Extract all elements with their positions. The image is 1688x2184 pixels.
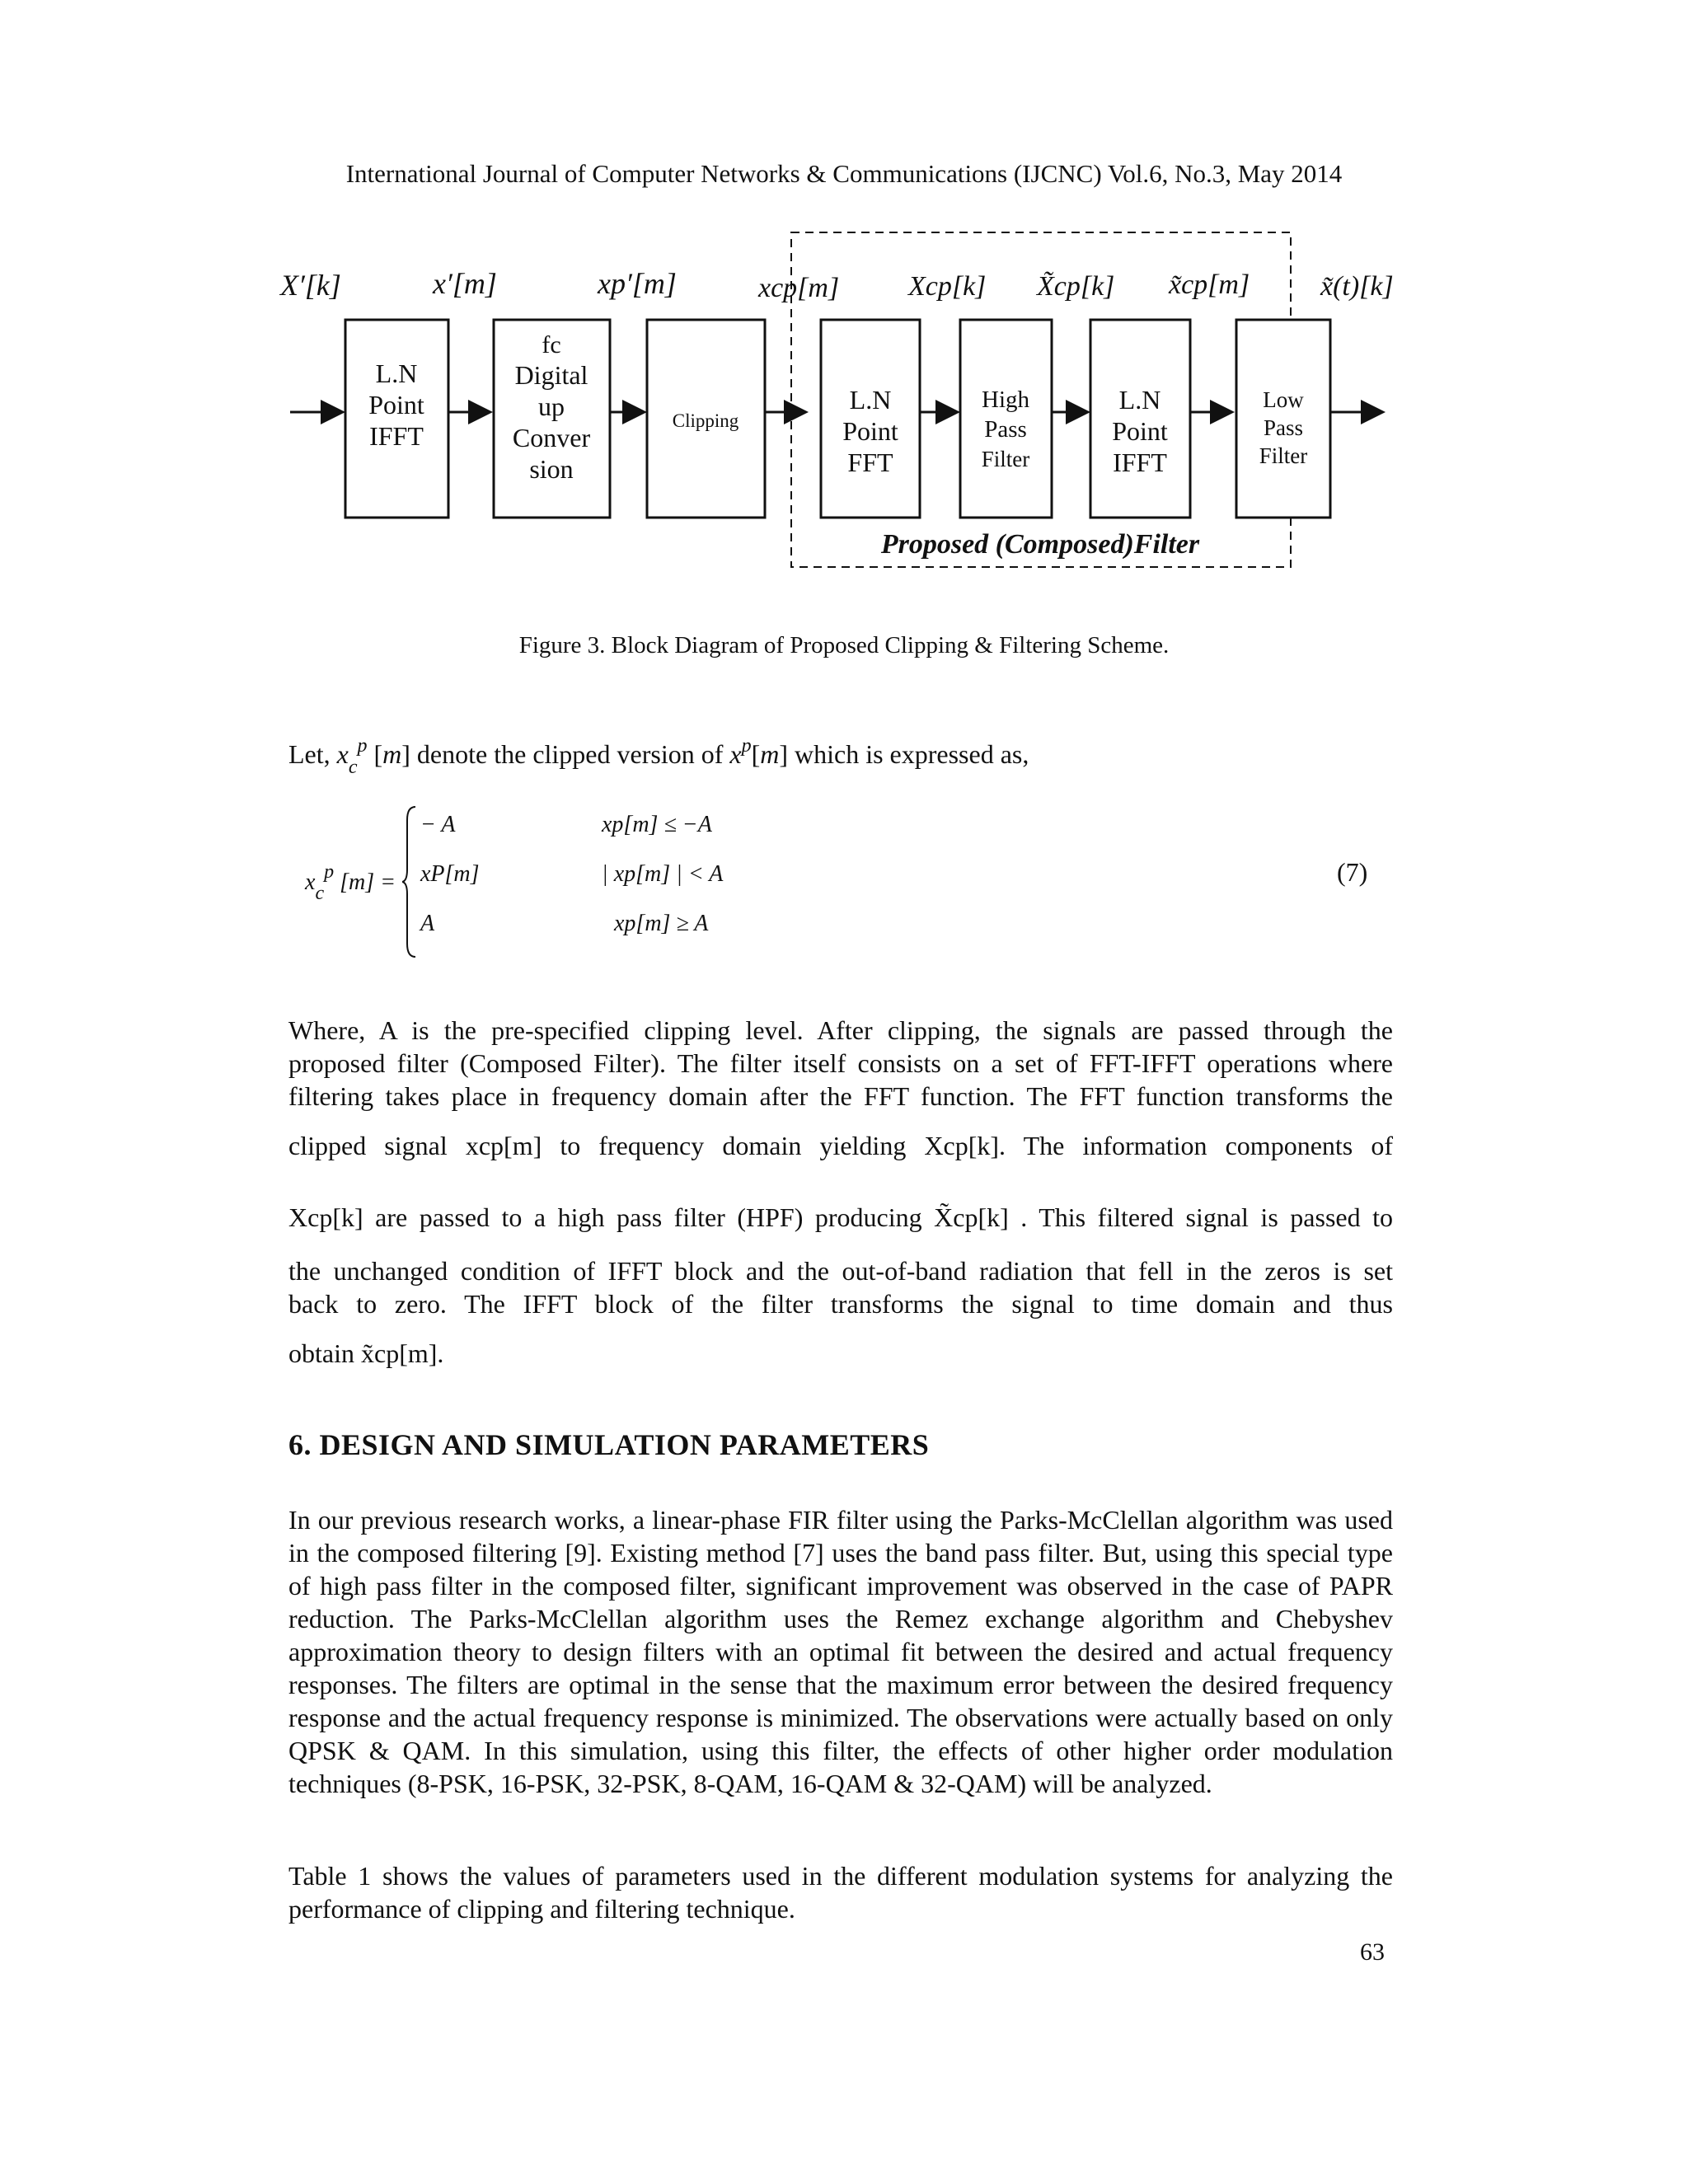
signal-label: X′[k] xyxy=(280,269,341,302)
svg-text:L.N: L.N xyxy=(849,385,892,415)
svg-text:Clipping: Clipping xyxy=(672,410,739,431)
text-line: Where, A is the pre-specified clipping level. After clipping, the signals are passed through the xyxy=(288,1015,1393,1045)
svg-text:Pass: Pass xyxy=(984,416,1027,443)
signal-label: xp′[m] xyxy=(598,267,677,300)
svg-text:L.N: L.N xyxy=(1118,385,1161,415)
proposed-filter-label: Proposed (Composed)Filter xyxy=(880,529,1200,560)
text-line: back to zero. The IFFT block of the filter transforms the signal to time domain and thus xyxy=(288,1289,1393,1319)
svg-text:Low: Low xyxy=(1263,387,1304,412)
block-diagram xyxy=(264,221,1418,583)
svg-text:Point: Point xyxy=(842,416,898,446)
intro-line: Let, $x_c^p$ [m] denote the clipped version of $x^p[m]$ which is expressed as, xyxy=(288,735,1029,778)
page-number: 63 xyxy=(1360,1938,1385,1966)
text-line: the unchanged condition of IFFT block and the out-of-band radiation that fell in the zeros is set xyxy=(288,1256,1393,1286)
paragraph: Table 1 shows the values of parameters used in the different modulation systems for analyzing the performance of clipping and filtering technique. xyxy=(288,1861,1393,1924)
svg-text:High: High xyxy=(982,387,1029,413)
svg-text:IFFT: IFFT xyxy=(369,421,424,451)
text-line: obtain x̃cp[m]. xyxy=(288,1338,444,1368)
brace xyxy=(402,804,419,960)
section-heading: 6. DESIGN AND SIMULATION PARAMETERS xyxy=(288,1428,930,1461)
svg-text:Filter: Filter xyxy=(981,447,1030,471)
journal-header: International Journal of Computer Networks & Communications (IJCNC) Vol.6, No.3, May 2014 xyxy=(345,159,1343,188)
equation-7: xcp [m] = − A xP[m] A xp[m] ≤ −A | xp[m] | < A xp[m] ≥ A xyxy=(305,804,799,960)
svg-text:FFT: FFT xyxy=(847,448,893,477)
signal-label: X̃cp[k] xyxy=(1037,271,1115,302)
svg-text:Pass: Pass xyxy=(1263,415,1304,440)
svg-text:Filter: Filter xyxy=(1259,443,1308,468)
text-line: proposed filter (Composed Filter). The filter itself consists on a set of FFT-IFFT operations where xyxy=(288,1048,1393,1078)
figure-caption: Figure 3. Block Diagram of Proposed Clipping & Filtering Scheme. xyxy=(518,632,1170,658)
svg-text:Point: Point xyxy=(368,390,424,419)
svg-text:Digital: Digital xyxy=(514,360,588,390)
svg-text:L.N: L.N xyxy=(375,359,418,388)
paragraph: In our previous research works, a linear-phase FIR filter using the Parks-McClellan algorithm was used in the composed filtering [9]. Existing method [7] uses the band pass filter. But, using this special type of high pass filter in the composed filter, significant improvement was observed in the case of PAPR reduction. The Parks-McClellan algorithm uses the Remez exchange algorithm and Chebyshev approximation theory to design filters with an optimal fit between the desired and actual frequency responses. The filters are optimal in the sense that the maximum error between the desired frequency response and the actual frequency response is minimized. The observations were actually based on only QPSK & QAM. In this simulation, using this filter, the effects of other higher order modulation techniques (8-PSK, 16-PSK, 32-PSK, 8-QAM, 16-QAM & 32-QAM) will be analyzed. xyxy=(288,1505,1393,1798)
signal-label: xcp[m] xyxy=(758,273,840,303)
svg-text:Point: Point xyxy=(1112,416,1168,446)
equation-number: (7) xyxy=(1337,857,1368,887)
svg-text:fc: fc xyxy=(542,331,561,359)
signal-label: x̃(t)[k] xyxy=(1320,271,1394,302)
text-line: Xcp[k] are passed to a high pass filter (HPF) producing X̃cp[k] . This filtered signal is passed to xyxy=(288,1202,1393,1232)
svg-text:sion: sion xyxy=(529,454,574,484)
text-line: filtering takes place in frequency domain after the FFT function. The FFT function transforms the xyxy=(288,1081,1393,1111)
paragraph xyxy=(288,1014,1393,1113)
signal-label: x′[m] xyxy=(433,267,497,300)
signal-label: Xcp[k] xyxy=(908,271,987,302)
svg-text:IFFT: IFFT xyxy=(1113,448,1167,477)
signal-label: x̃cp[m] xyxy=(1169,269,1250,300)
svg-text:up: up xyxy=(538,391,565,421)
text-line: clipped signal xcp[m] to frequency domain yielding Xcp[k]. The information components of xyxy=(288,1131,1393,1160)
svg-text:Conver: Conver xyxy=(512,423,591,452)
paragraph xyxy=(288,1254,1393,1320)
